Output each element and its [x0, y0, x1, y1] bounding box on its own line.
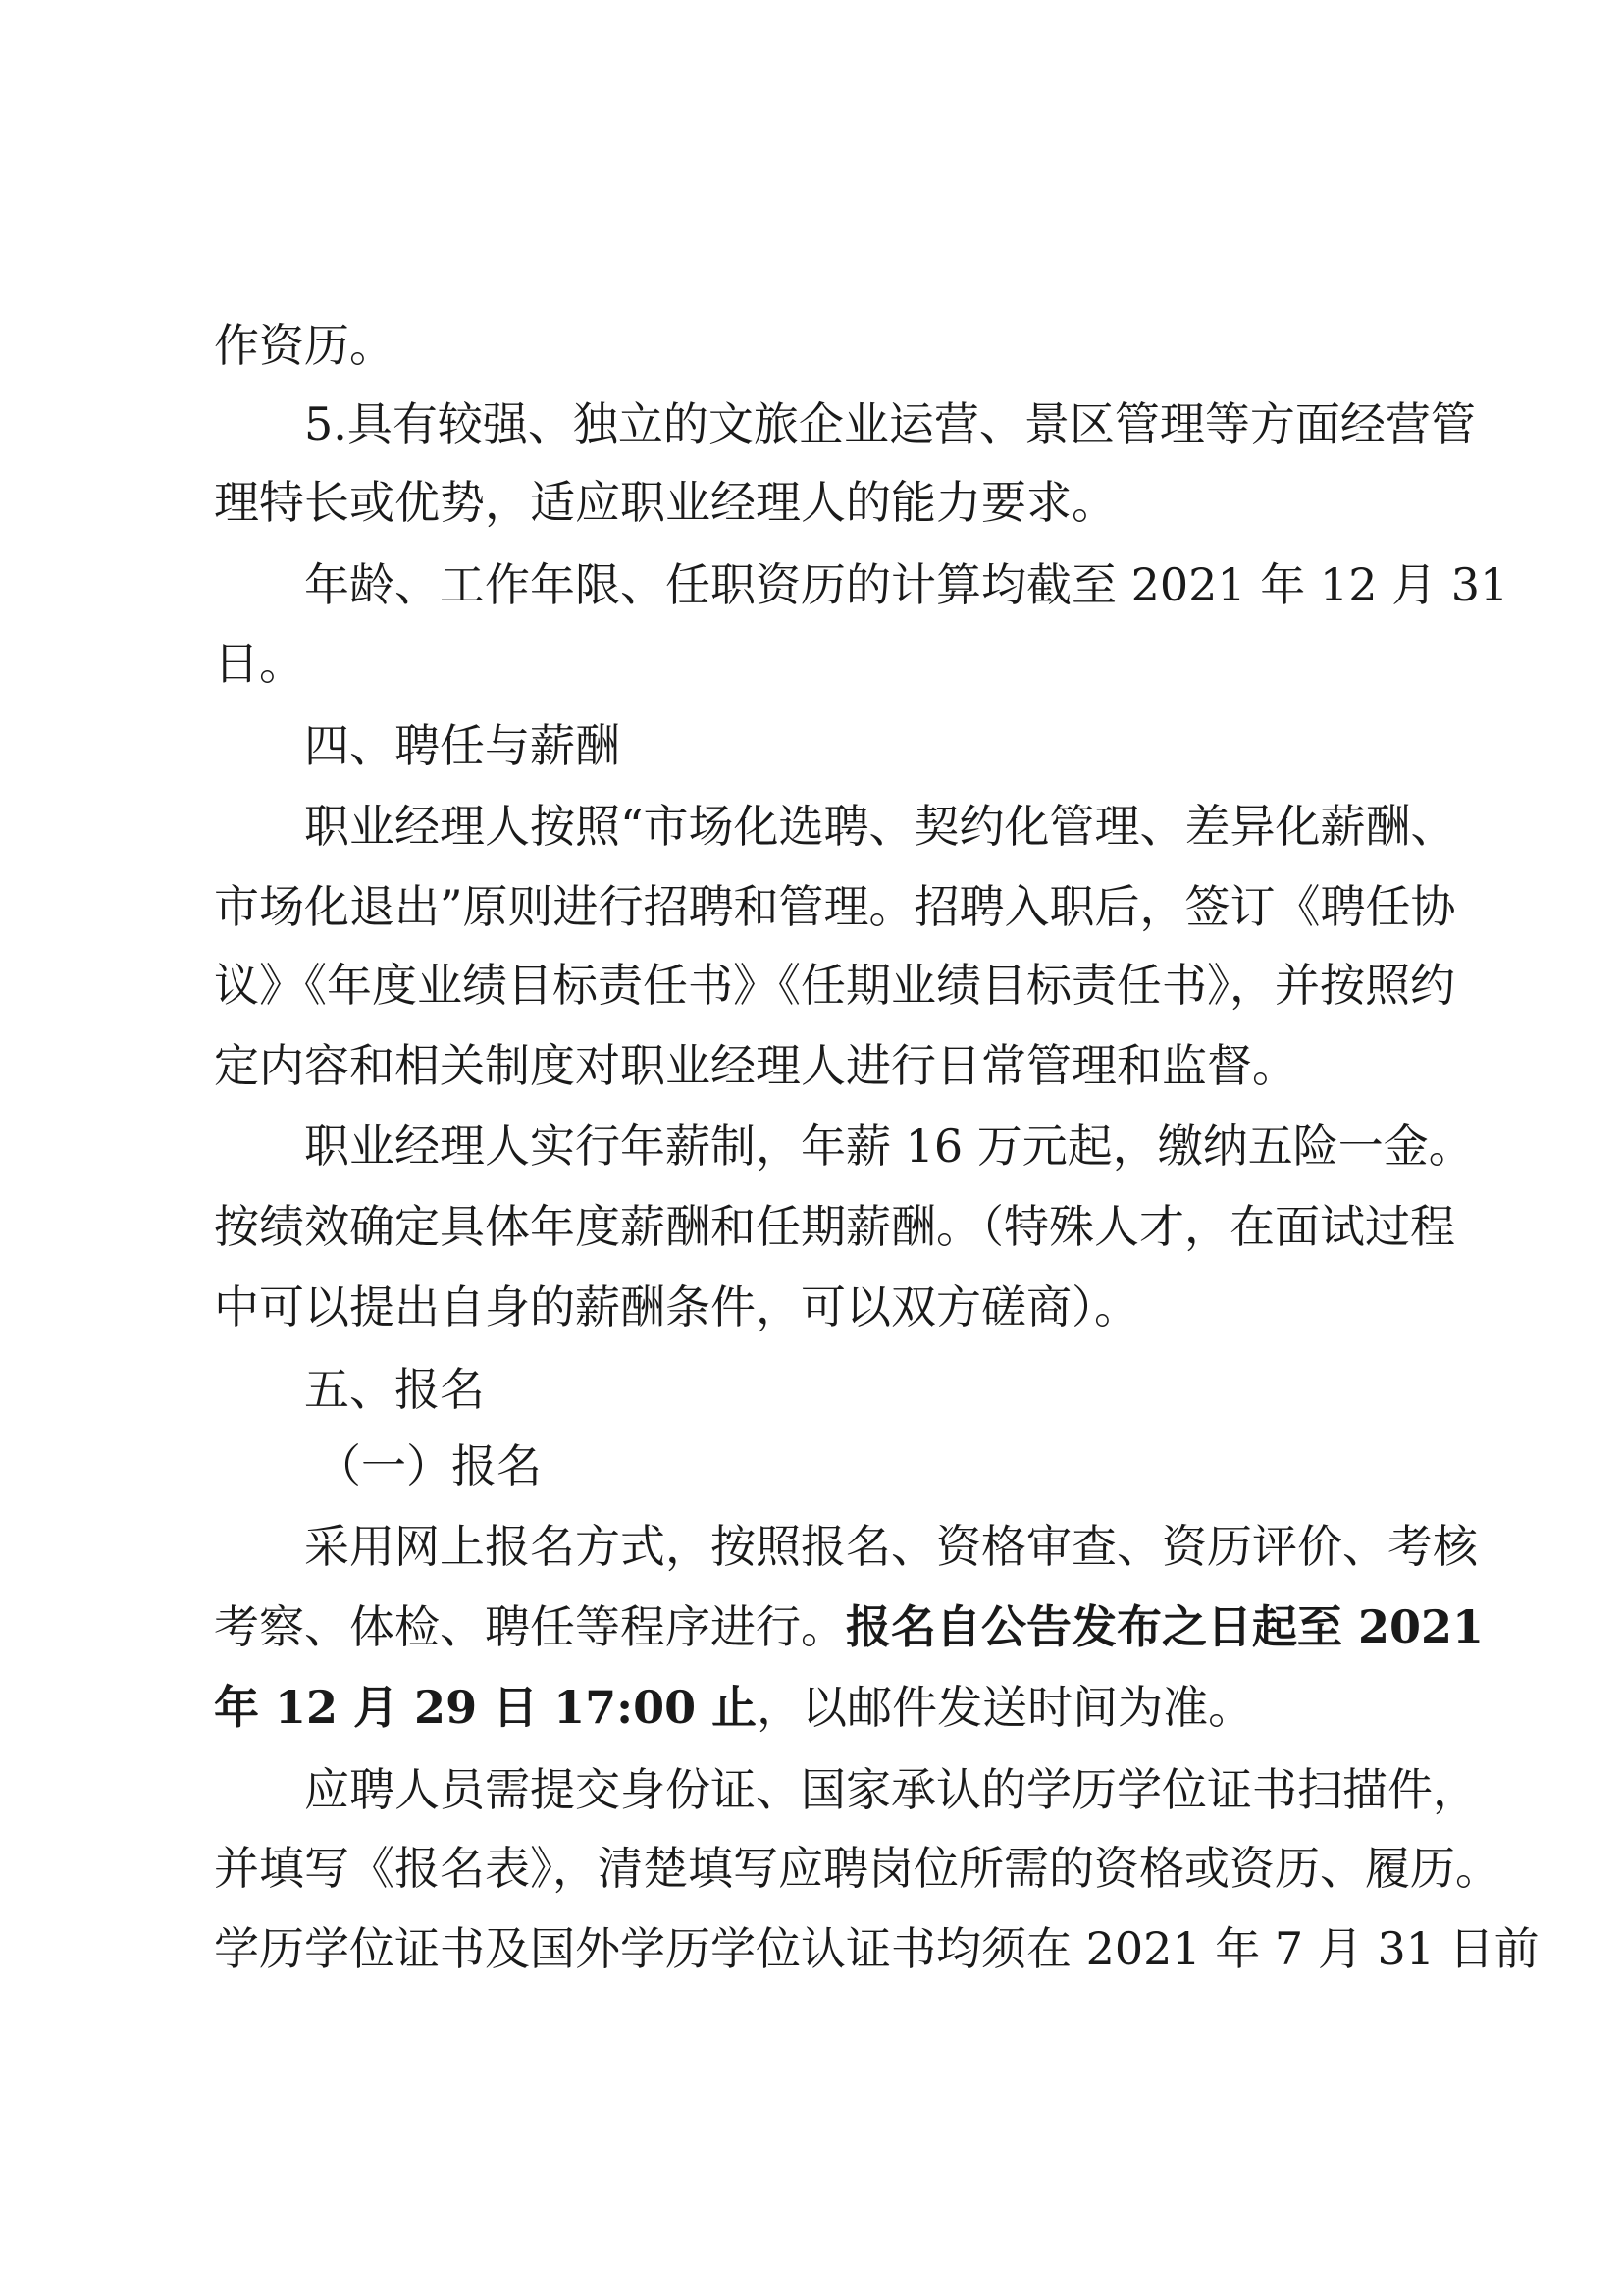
text-line: 理特长或优势，适应职业经理人的能力要求。: [214, 476, 1117, 529]
text-line: 职业经理人实行年薪制，年薪 16 万元起，缴纳五险一金。: [304, 1120, 1474, 1173]
text-line: 并填写《报名表》，清楚填写应聘岗位所需的资格或资历、履历。: [214, 1842, 1500, 1895]
text-line: 5.具有较强、独立的文旅企业运营、景区管理等方面经营管: [304, 397, 1476, 450]
text-line: [214, 1597, 1485, 1656]
text-line: 年龄、工作年限、任职资历的计算均截至 2021 年 12 月 31: [304, 558, 1509, 611]
text-line: 按绩效确定具体年度薪酬和任期薪酬。（特殊人才，在面试过程: [214, 1200, 1455, 1253]
bold-text-segment: 年 12 月 29 日 17:00 止: [214, 1681, 758, 1734]
text-line: 应聘人员需提交身份证、国家承认的学历学位证书扫描件，: [304, 1763, 1478, 1816]
text-line: 日。: [214, 637, 304, 690]
text-line: 学历学位证书及国外学历学位认证书均须在 2021 年 7 月 31 日前: [214, 1922, 1540, 1975]
section-heading: 四、聘任与薪酬: [304, 719, 620, 772]
text-line: 职业经理人按照“市场化选聘、契约化管理、差异化薪酬、: [304, 800, 1456, 853]
text-line: 议》《年度业绩目标责任书》《任期业绩目标责任书》，并按照约: [214, 959, 1455, 1012]
text-line: 市场化退出”原则进行招聘和管理。招聘入职后，签订《聘任协: [214, 880, 1456, 933]
text-line: 定内容和相关制度对职业经理人进行日常管理和监督。: [214, 1039, 1297, 1092]
subsection-heading: （一）报名: [316, 1439, 542, 1492]
text-segment: ，以邮件发送时间为准。: [757, 1681, 1254, 1734]
text-line: 中可以提出自身的薪酬条件，可以双方磋商）。: [214, 1280, 1139, 1333]
bold-text-segment: 报名自公告发布之日起至 2021: [846, 1600, 1485, 1653]
text-line: 作资历。: [214, 319, 394, 372]
text-line: 采用网上报名方式，按照报名、资格审查、资历评价、考核: [304, 1520, 1478, 1573]
section-heading: 五、报名: [304, 1363, 485, 1416]
text-line: [214, 1678, 1253, 1737]
text-segment: 考察、体检、聘任等程序进行。: [214, 1600, 846, 1653]
